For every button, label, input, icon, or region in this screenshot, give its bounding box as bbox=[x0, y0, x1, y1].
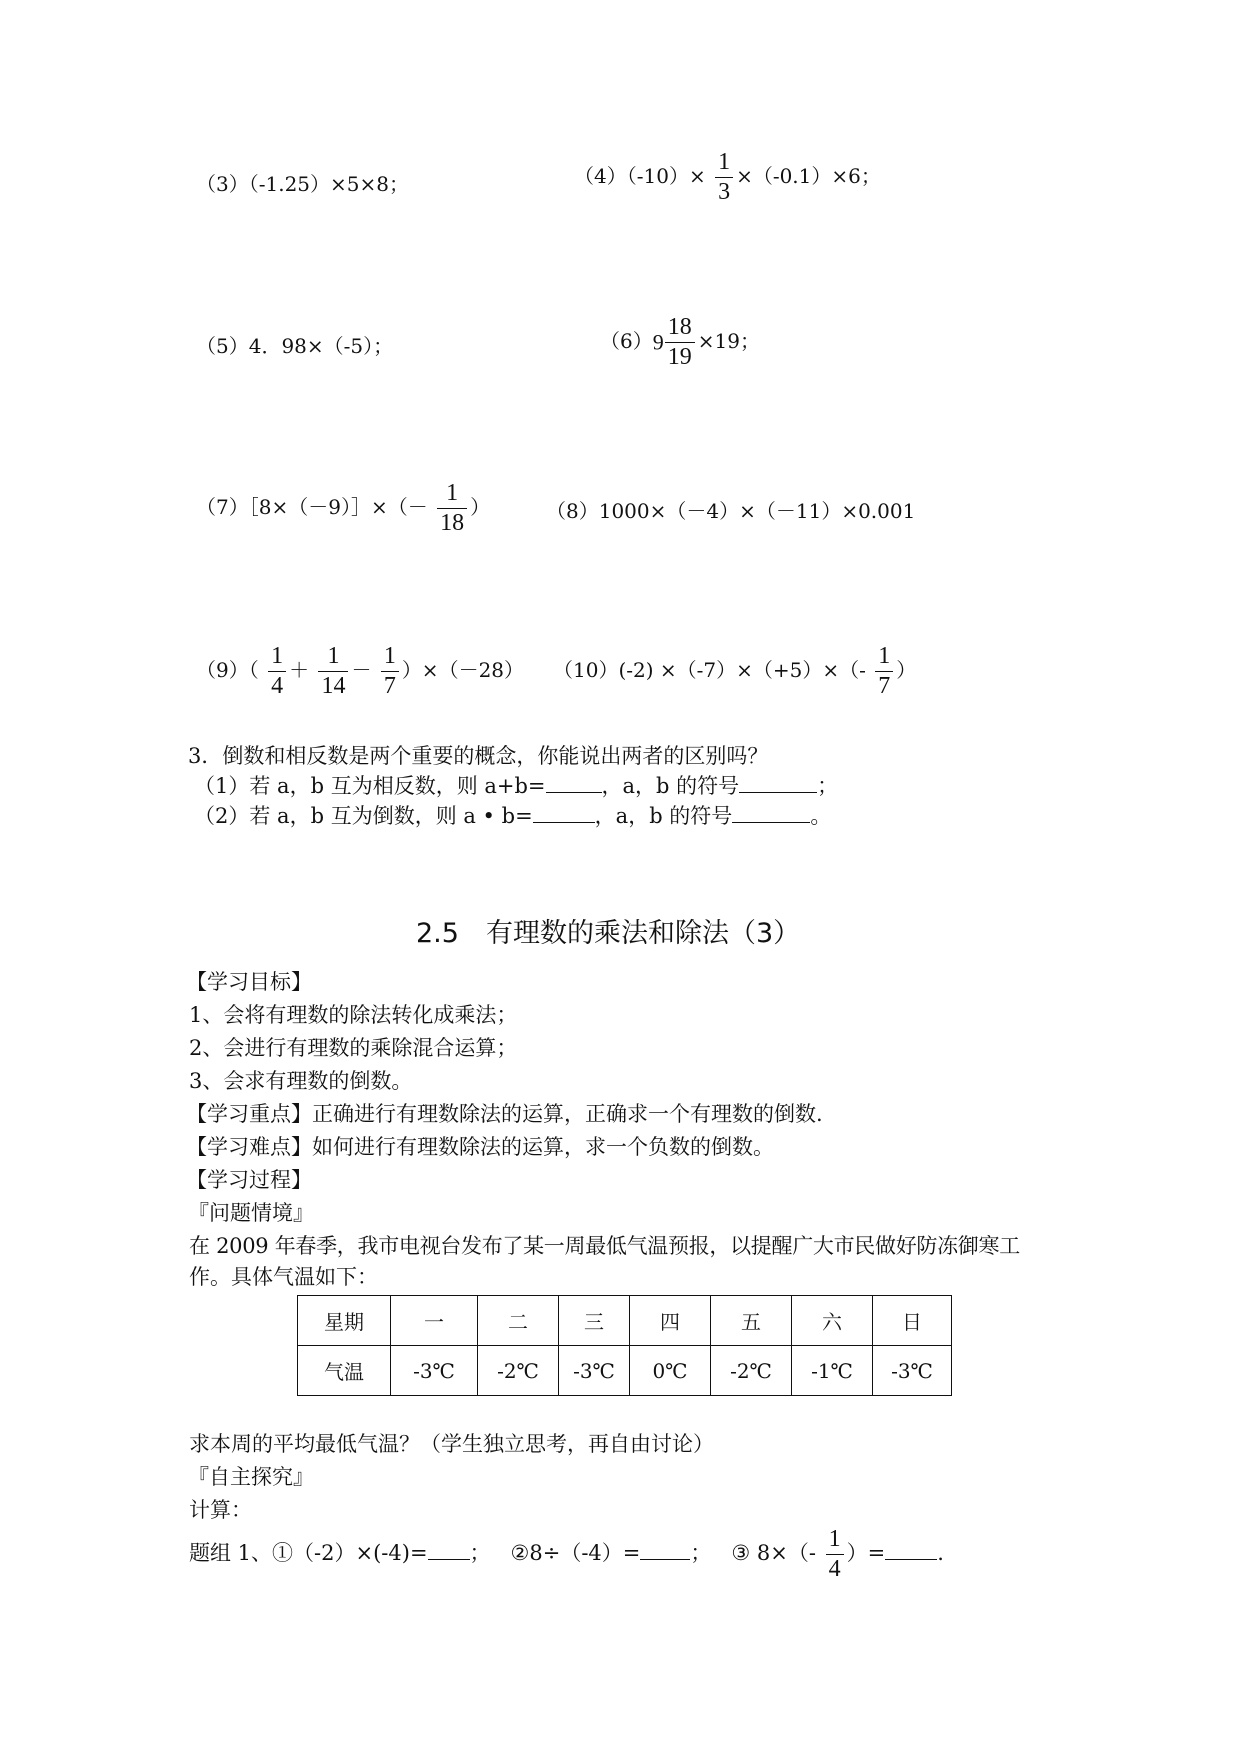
table-row bbox=[298, 1296, 952, 1346]
line-end: . bbox=[937, 1541, 944, 1566]
section-heading: 2.5 有理数的乘法和除法（3） bbox=[416, 918, 801, 949]
operator-plus: ＋ bbox=[289, 658, 310, 683]
table-cell-day: 五 bbox=[711, 1296, 792, 1346]
goal-item-2: 2、会进行有理数的乘除混合运算； bbox=[189, 1036, 518, 1060]
group-1-item-a: ①（-2）×(-4)= bbox=[272, 1541, 428, 1566]
answer-blank bbox=[885, 1541, 937, 1560]
scenario-title: 『问题情境』 bbox=[188, 1201, 314, 1225]
separator: ； bbox=[690, 1541, 712, 1566]
table-cell-temp: -3℃ bbox=[873, 1346, 952, 1396]
problem-4-label: （4） bbox=[574, 164, 627, 189]
problem-6-label: （6） bbox=[600, 329, 653, 354]
fraction-denominator: 14 bbox=[318, 671, 348, 699]
fraction-denominator: 3 bbox=[715, 177, 733, 205]
problem-3-label: （3） bbox=[196, 172, 249, 196]
difficulty-label: 【学习难点】 bbox=[186, 1135, 312, 1159]
group-1-item-b: ②8÷（-4）= bbox=[510, 1541, 641, 1566]
table-header-cell: 星期 bbox=[298, 1296, 391, 1346]
problem-10-after: ） bbox=[896, 658, 917, 683]
question-3-part-1 bbox=[194, 774, 838, 797]
group-1-line bbox=[189, 1527, 944, 1582]
fraction-numerator: 1 bbox=[271, 643, 284, 669]
table-cell-temp: -2℃ bbox=[478, 1346, 559, 1396]
explore-title: 『自主探究』 bbox=[188, 1465, 314, 1489]
problem-7 bbox=[196, 481, 490, 536]
table-cell-temp: -3℃ bbox=[391, 1346, 478, 1396]
process-title: 【学习过程】 bbox=[186, 1168, 312, 1192]
group-1-label: 题组 1、 bbox=[189, 1541, 273, 1566]
fraction-denominator: 4 bbox=[826, 1554, 844, 1582]
fraction-denominator: 18 bbox=[437, 508, 467, 536]
table-row bbox=[298, 1346, 952, 1396]
fraction-numerator: 1 bbox=[383, 643, 396, 669]
answer-blank bbox=[533, 804, 595, 823]
answer-blank bbox=[428, 1541, 470, 1560]
group-1-fraction bbox=[826, 1527, 844, 1582]
average-question: 求本周的平均最低气温？（学生独立思考，再自由讨论） bbox=[189, 1432, 714, 1456]
group-1-item-c-post: ）= bbox=[846, 1541, 886, 1566]
goal-item-1: 1、会将有理数的除法转化成乘法； bbox=[189, 1003, 518, 1027]
part-end: 。 bbox=[810, 804, 832, 828]
part-middle: ，a，b 的符号 bbox=[594, 804, 733, 828]
problem-9-after: ）×（－28） bbox=[401, 658, 525, 683]
group-1-item-c: ③ 8×（- bbox=[731, 1541, 816, 1566]
problem-4-after: ×（-0.1）×6； bbox=[736, 164, 881, 189]
fraction-numerator: 1 bbox=[828, 1526, 841, 1552]
problem-4-fraction bbox=[715, 150, 733, 205]
part-middle: ，a，b 的符号 bbox=[601, 774, 740, 798]
question-3-title: 3．倒数和相反数是两个重要的概念，你能说出两者的区别吗？ bbox=[188, 744, 769, 768]
focus-label: 【学习重点】 bbox=[186, 1102, 312, 1126]
table-cell-day: 六 bbox=[792, 1296, 873, 1346]
problem-3-expression: （-1.25）×5×8； bbox=[248, 172, 409, 196]
table-cell-temp: -1℃ bbox=[792, 1346, 873, 1396]
problem-7-label: （7） bbox=[196, 495, 249, 520]
question-3-part-2 bbox=[194, 804, 831, 827]
fraction-denominator: 7 bbox=[381, 671, 399, 699]
table-cell-day: 四 bbox=[630, 1296, 711, 1346]
problem-7-after: ） bbox=[470, 495, 491, 520]
scenario-text-line-2: 作。具体气温如下： bbox=[189, 1265, 378, 1289]
part-prefix: 若 a，b 互为相反数，则 a+b= bbox=[249, 774, 546, 798]
problem-6 bbox=[600, 315, 760, 370]
problem-9-open: （ bbox=[248, 658, 259, 683]
problem-9-fraction-1 bbox=[268, 644, 286, 699]
fraction-numerator: 1 bbox=[446, 480, 459, 506]
problem-9 bbox=[196, 644, 524, 699]
fraction-denominator: 7 bbox=[875, 671, 893, 699]
problem-10-label: （10） bbox=[553, 658, 619, 683]
fraction-numerator: 18 bbox=[667, 314, 692, 340]
answer-blank bbox=[640, 1541, 690, 1560]
answer-blank bbox=[732, 804, 810, 823]
problem-8-label: （8） bbox=[546, 499, 599, 523]
problem-6-fraction bbox=[665, 315, 695, 370]
part-end: ； bbox=[817, 774, 839, 798]
problem-5 bbox=[196, 336, 393, 356]
part-prefix: 若 a，b 互为倒数，则 a • b= bbox=[249, 804, 533, 828]
problem-8-expression: 1000×（－4）×（－11）×0.001 bbox=[598, 499, 916, 523]
table-cell-day: 一 bbox=[391, 1296, 478, 1346]
focus-text: 正确进行有理数除法的运算，正确求一个有理数的倒数. bbox=[312, 1102, 823, 1126]
goal-item-3: 3、会求有理数的倒数。 bbox=[189, 1069, 413, 1093]
fraction-denominator: 19 bbox=[665, 342, 695, 370]
fraction-denominator: 4 bbox=[268, 671, 286, 699]
separator: ； bbox=[469, 1541, 491, 1566]
difficulty-line bbox=[186, 1137, 774, 1158]
problem-9-label: （9） bbox=[196, 658, 249, 683]
answer-blank bbox=[739, 774, 817, 793]
table-cell-day: 日 bbox=[873, 1296, 952, 1346]
calc-label: 计算： bbox=[189, 1498, 252, 1522]
problem-3 bbox=[196, 174, 409, 194]
problem-10-fraction bbox=[875, 644, 893, 699]
problem-5-expression: 4．98×（-5）； bbox=[248, 334, 394, 358]
fraction-numerator: 1 bbox=[878, 643, 891, 669]
problem-6-after: ×19； bbox=[697, 329, 760, 354]
fraction-numerator: 1 bbox=[327, 643, 340, 669]
table-cell-day: 二 bbox=[478, 1296, 559, 1346]
goals-title: 【学习目标】 bbox=[186, 970, 312, 994]
problem-10 bbox=[553, 644, 916, 699]
problem-6-integer: 9 bbox=[652, 329, 664, 355]
problem-10-before: (-2) ×（-7）×（+5）×（- bbox=[618, 658, 866, 683]
operator-minus: － bbox=[351, 658, 372, 683]
answer-blank bbox=[546, 774, 602, 793]
problem-9-fraction-3 bbox=[381, 644, 399, 699]
table-header-cell: 气温 bbox=[298, 1346, 391, 1396]
table-cell-temp: -2℃ bbox=[711, 1346, 792, 1396]
part-label: （1） bbox=[194, 774, 250, 798]
difficulty-text: 如何进行有理数除法的运算，求一个负数的倒数。 bbox=[312, 1135, 774, 1159]
part-label: （2） bbox=[194, 804, 250, 828]
problem-7-fraction bbox=[437, 481, 467, 536]
temperature-table bbox=[297, 1295, 952, 1396]
problem-7-before: ［8×（－9）］×（－ bbox=[248, 495, 428, 520]
problem-5-label: （5） bbox=[196, 334, 249, 358]
table-cell-temp: -3℃ bbox=[559, 1346, 630, 1396]
table-cell-day: 三 bbox=[559, 1296, 630, 1346]
problem-8 bbox=[546, 501, 915, 521]
fraction-numerator: 1 bbox=[718, 149, 731, 175]
problem-4-before: （-10）× bbox=[626, 164, 706, 189]
scenario-text-line-1: 在 2009 年春季，我市电视台发布了某一周最低气温预报，以提醒广大市民做好防冻御寒工 bbox=[189, 1234, 1020, 1258]
problem-4 bbox=[574, 150, 881, 205]
table-cell-temp: 0℃ bbox=[630, 1346, 711, 1396]
problem-9-fraction-2 bbox=[318, 644, 348, 699]
focus-line bbox=[186, 1104, 823, 1125]
